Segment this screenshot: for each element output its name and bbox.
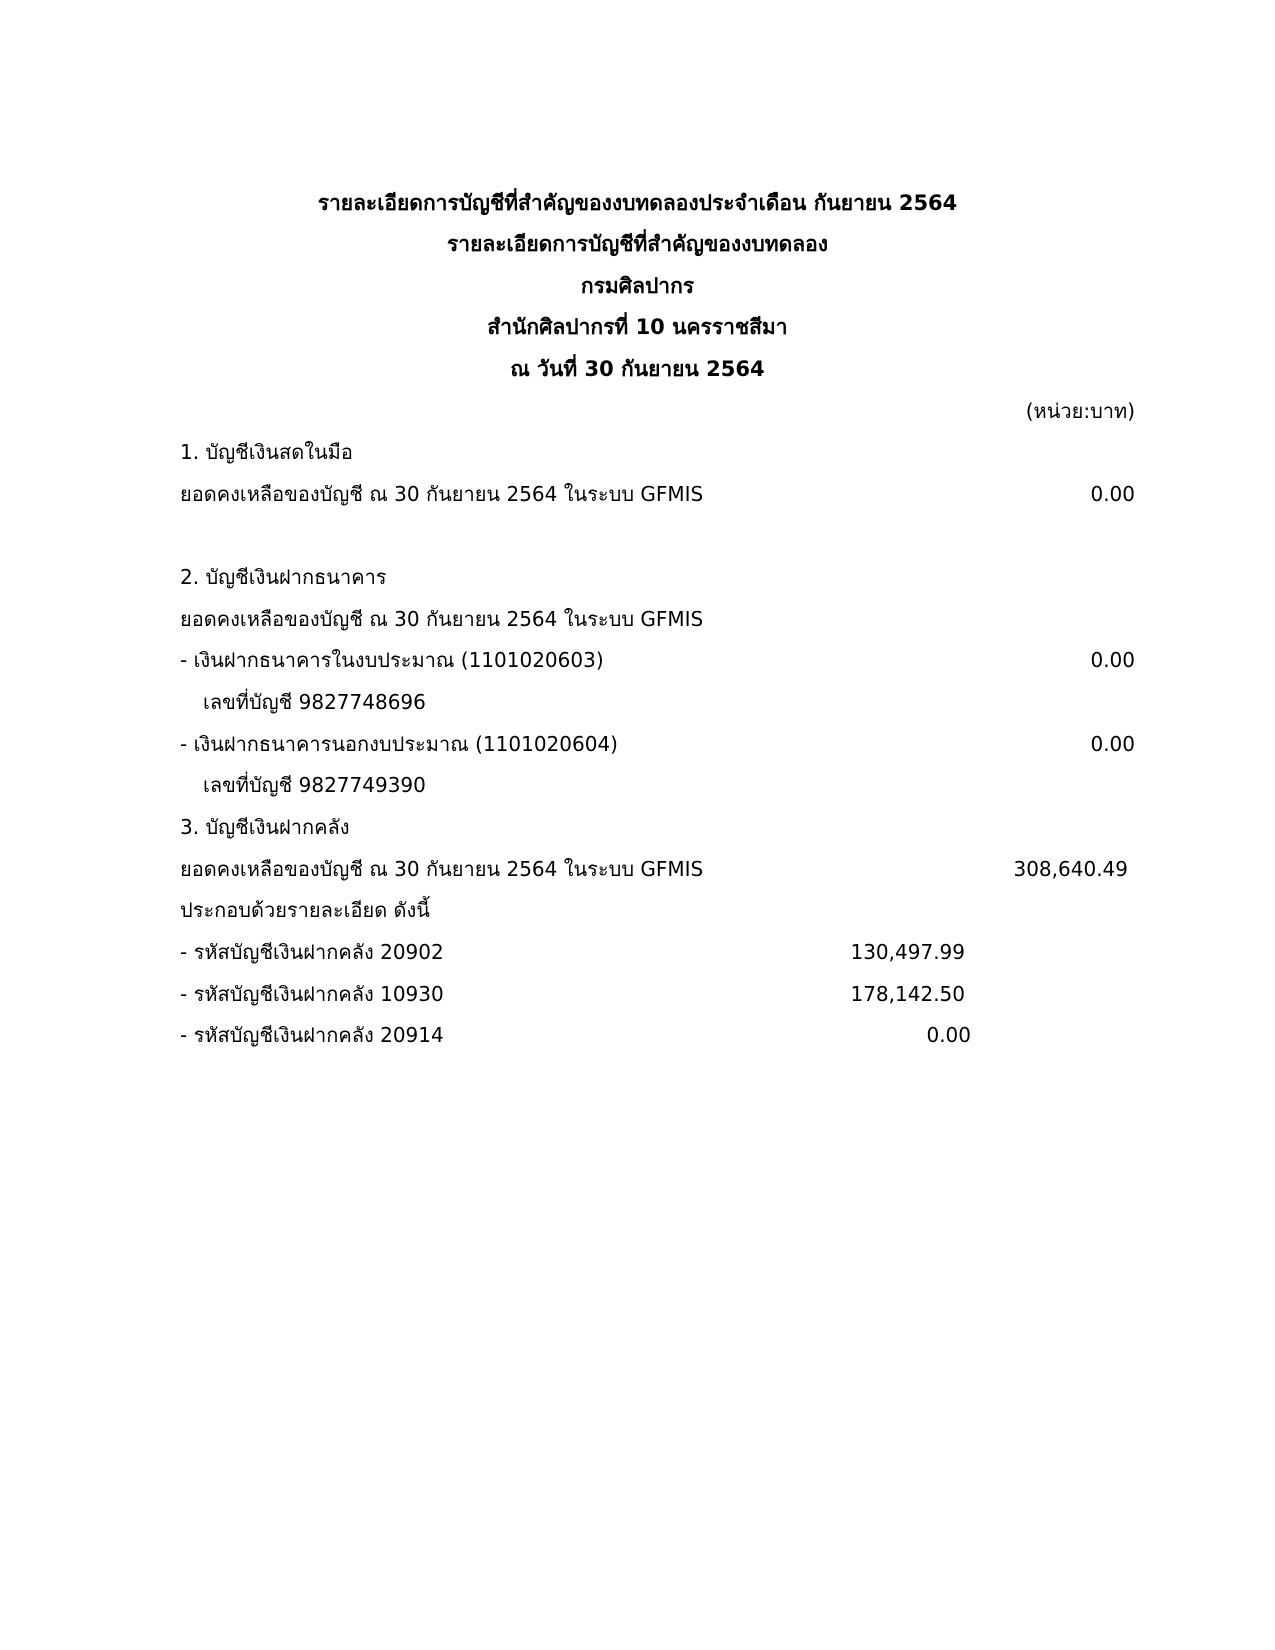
section2-item-account: เลขที่บัญชี 9827749390 — [203, 773, 426, 797]
section1-balance-value: 0.00 — [1090, 482, 1135, 506]
section1-title: 1. บัญชีเงินสดในมือ — [180, 440, 353, 464]
section2-item-label: - เงินฝากธนาคารในงบประมาณ (1101020603) — [180, 648, 604, 672]
section3-item-label: - รหัสบัญชีเงินฝากคลัง 20902 — [180, 940, 444, 964]
section3-item-value: 178,142.50 — [850, 982, 965, 1006]
section3-title: 3. บัญชีเงินฝากคลัง — [180, 815, 350, 839]
section3-item-label: - รหัสบัญชีเงินฝากคลัง 10930 — [180, 982, 444, 1006]
section1-balance-label: ยอดคงเหลือของบัญชี ณ 30 กันยายน 2564 ในระบบ GFMIS — [180, 482, 704, 506]
section3-item-value: 0.00 — [926, 1023, 971, 1047]
report-title: รายละเอียดการบัญชีที่สำคัญของงบทดลองประจำเดือน กันยายน 2564 — [317, 191, 958, 215]
report-subtitle: รายละเอียดการบัญชีที่สำคัญของงบทดลอง — [447, 232, 828, 256]
unit-label: (หน่วย:บาท) — [1025, 399, 1135, 423]
section2-item-label: - เงินฝากธนาคารนอกงบประมาณ (1101020604) — [180, 732, 618, 756]
section3-item-label: - รหัสบัญชีเงินฝากคลัง 20914 — [180, 1023, 444, 1047]
report-date: ณ วันที่ 30 กันยายน 2564 — [510, 357, 765, 381]
section3-detail-label: ประกอบด้วยรายละเอียด ดังนี้ — [180, 898, 430, 922]
section3-item-value: 130,497.99 — [850, 940, 965, 964]
section3-balance-value: 308,640.49 — [1013, 857, 1128, 881]
office-name: สำนักศิลปากรที่ 10 นครราชสีมา — [487, 315, 788, 339]
section3-balance-label: ยอดคงเหลือของบัญชี ณ 30 กันยายน 2564 ในระบบ GFMIS — [180, 857, 704, 881]
section2-balance-label: ยอดคงเหลือของบัญชี ณ 30 กันยายน 2564 ในระบบ GFMIS — [180, 607, 704, 631]
section2-item-value: 0.00 — [1090, 648, 1135, 672]
section2-item-account: เลขที่บัญชี 9827748696 — [203, 690, 426, 714]
department-name: กรมศิลปากร — [580, 274, 695, 298]
section2-title: 2. บัญชีเงินฝากธนาคาร — [180, 565, 387, 589]
section2-item-value: 0.00 — [1090, 732, 1135, 756]
